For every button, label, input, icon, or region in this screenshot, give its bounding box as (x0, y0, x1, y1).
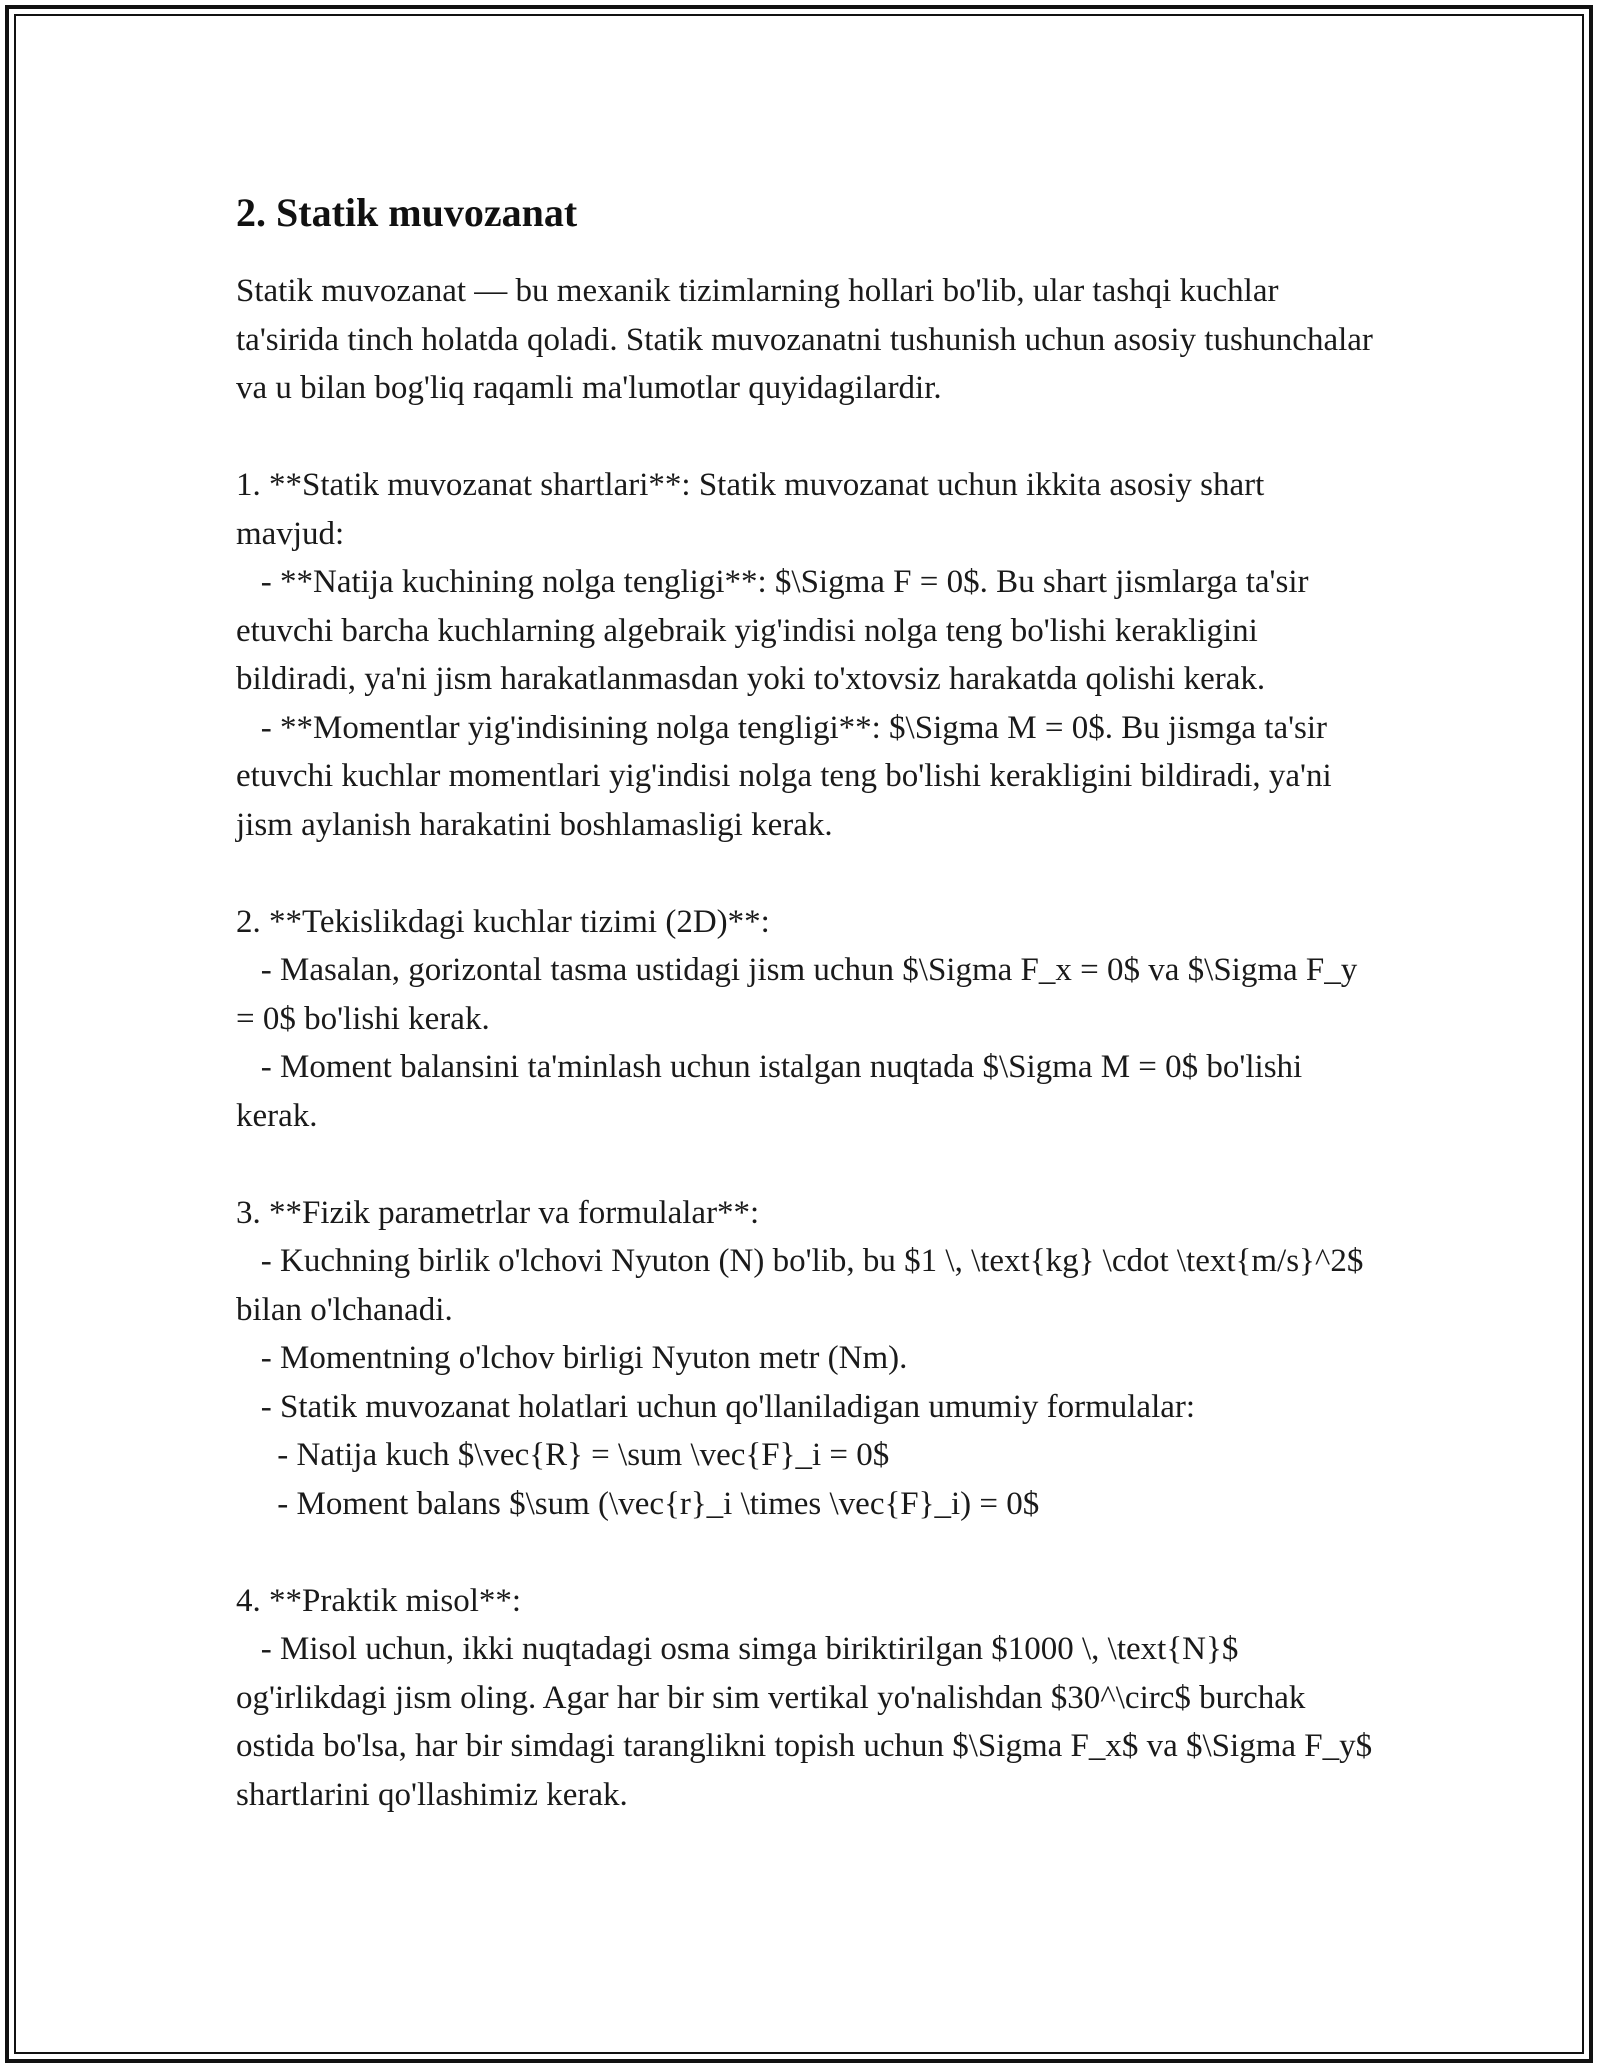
list-item: - Statik muvozanat holatlari uchun qo'llaniladigan umumiy formulalar: (236, 1388, 1196, 1425)
list-item: - Momentning o'lchov birligi Nyuton metr (Nm). (236, 1340, 908, 1376)
list-item: - Moment balans $\sum (\vec{r}_i \times \vec{F}_i) = 0$ (236, 1485, 1040, 1522)
section-title: 1. **Statik muvozanat shartlari**: Statik muvozanat uchun ikkita asosiy shart mavjud: (236, 467, 1273, 552)
section-parameters (236, 1189, 1376, 1529)
paragraph-gap (236, 1528, 1376, 1577)
list-item: - Moment balansini ta'minlash uchun istalgan nuqtada $\Sigma M = 0$ bo'lishi kerak. (236, 1049, 1311, 1134)
list-item: - Misol uchun, ikki nuqtadagi osma simga biriktirilgan $1000 \, \text{N}$ og'irlikdagi jism oling. Agar har bir sim vertikal yo'nalishdan $30^\circ$ burchak ostida bo'lsa, har bir simdagi taranglikni topish uchun $\Sigma F_x$ va $\Sigma F_y$ shartlarini qo'llashimiz kerak. (236, 1631, 1381, 1813)
list-item: - **Momentlar yig'indisining nolga tengligi**: $\Sigma M = 0$. Bu jismga ta'sir etuvchi kuchlar momentlari yig'indisi nolga teng bo'lishi kerakligini bildiradi, ya'ni jism aylanish harakatini boshlamasligi kerak. (236, 709, 1340, 843)
paragraph-gap (236, 1140, 1376, 1189)
section-title: 2. **Tekislikdagi kuchlar tizimi (2D)**: (236, 903, 770, 940)
section-title: 3. **Fizik parametrlar va formulalar**: (236, 1194, 760, 1231)
section-2d-forces (236, 898, 1376, 1141)
paragraph-gap (236, 849, 1376, 898)
section-conditions (236, 461, 1376, 849)
section-heading: 2. Statik muvozanat (236, 190, 578, 235)
section-title: 4. **Praktik misol**: (236, 1582, 522, 1619)
document-body (236, 185, 1382, 1819)
paragraph-gap (236, 413, 1376, 462)
list-item: - Kuchning birlik o'lchovi Nyuton (N) bo'lib, bu $1 \, \text{kg} \cdot \text{m/s}^2$ bilan o'lchanadi. (236, 1243, 1372, 1328)
intro-paragraph: Statik muvozanat — bu mexanik tizimlarning hollari bo'lib, ular tashqi kuchlar ta'sirida tinch holatda qoladi. Statik muvozanatni tushunish uchun asosiy tushunchalar va u bilan bog'liq raqamli ma'lumotlar quyidagilardir. (236, 273, 1382, 406)
list-item: - Masalan, gorizontal tasma ustidagi jism uchun $\Sigma F_x = 0$ va $\Sigma F_y = 0$ bo'lishi kerak. (236, 952, 1366, 1037)
list-item: - Natija kuch $\vec{R} = \sum \vec{F}_i = 0$ (236, 1437, 890, 1473)
section-example (236, 1577, 1381, 1820)
list-item: - **Natija kuchining nolga tengligi**: $\Sigma F = 0$. Bu shart jismlarga ta'sir etuvchi barcha kuchlarning algebraik yig'indisi nolga teng bo'lishi kerakligini bildiradi, ya'ni jism harakatlanmasdan yoki to'xtovsiz harakatda qolishi kerak. (236, 564, 1317, 697)
